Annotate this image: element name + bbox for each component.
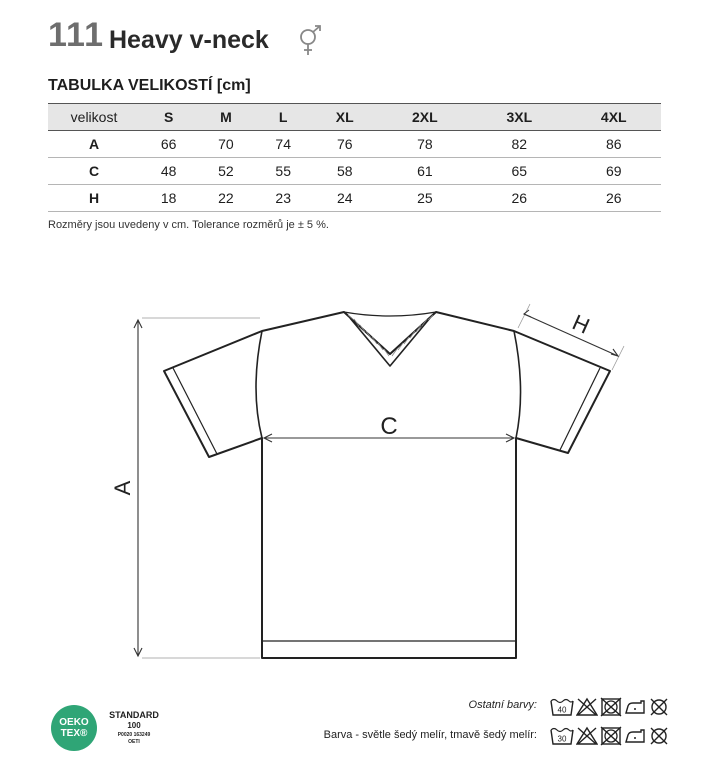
table-cell: 26: [605, 190, 622, 206]
table-cell: 58: [336, 163, 353, 179]
tshirt-diagram: [100, 290, 640, 670]
certificate-institute: OETI: [128, 739, 140, 745]
standard-label: STANDARD: [109, 710, 159, 720]
table-cell: 65: [511, 163, 528, 179]
column-header: S: [163, 109, 174, 125]
product-code: 111: [48, 16, 104, 54]
oeko-tex-standard: [104, 710, 164, 746]
no-bleach-icon: [576, 697, 598, 717]
wash-temperature: 30: [557, 734, 567, 744]
table-cell: 25: [417, 190, 433, 206]
wash-temperature: 40: [557, 705, 567, 715]
table-cell: 76: [336, 136, 353, 152]
label-c: C: [380, 413, 398, 440]
row-label: C: [88, 163, 100, 179]
table-cell: 23: [275, 190, 291, 206]
column-header: 2XL: [412, 109, 438, 125]
oeko-tex-logo-line2: TEX®: [60, 728, 88, 739]
table-cell: 18: [160, 190, 177, 206]
table-cell: 48: [160, 163, 177, 179]
column-header: 3XL: [506, 109, 533, 125]
h-dimension-line: [524, 314, 618, 356]
table-cell: 22: [218, 190, 234, 206]
table-cell: 61: [417, 163, 433, 179]
iron-icon: [624, 697, 646, 717]
certificate-code: P0020 163249: [117, 732, 151, 738]
oeko-tex-logo-line1: OEKO: [59, 717, 89, 728]
table-cell: 52: [218, 163, 234, 179]
care-icons-grey: [550, 726, 670, 746]
label-a: A: [110, 480, 135, 496]
wash-icon: [550, 697, 574, 717]
right-armhole-seam: [514, 331, 521, 438]
column-header: velikost: [70, 109, 118, 125]
table-cell: 26: [511, 190, 528, 206]
no-tumble-dry-icon: [600, 726, 622, 746]
table-cell: 55: [275, 163, 291, 179]
care-label-grey-melange: Barva - světle šedý melír, tmavě šedý melír:: [323, 729, 537, 741]
row-label: A: [88, 136, 100, 152]
unisex-symbol-icon: [296, 24, 326, 58]
table-row: [48, 185, 661, 212]
row-label: H: [88, 190, 100, 206]
tshirt-body-outline: [164, 312, 610, 658]
care-icons-other: [550, 697, 670, 717]
no-dry-clean-icon: [648, 726, 670, 746]
table-row: [48, 131, 661, 158]
table-cell: 24: [336, 190, 353, 206]
table-cell: 66: [160, 136, 177, 152]
table-row: [48, 158, 661, 185]
no-dry-clean-icon: [648, 697, 670, 717]
table-cell: 74: [275, 136, 291, 152]
neck-rib-front: [344, 312, 436, 316]
column-header: 4XL: [600, 109, 627, 125]
no-bleach-icon: [576, 726, 598, 746]
no-tumble-dry-icon: [600, 697, 622, 717]
column-header: XL: [335, 109, 354, 125]
table-cell: 70: [218, 136, 234, 152]
column-header: M: [220, 109, 232, 125]
size-table-title: TABULKA VELIKOSTÍ [cm]: [48, 77, 251, 94]
neck-rib-outer: [344, 312, 436, 354]
label-h: H: [568, 309, 594, 339]
column-header: L: [278, 109, 288, 125]
table-cell: 78: [417, 136, 433, 152]
tolerance-note: Rozměry jsou uvedeny v cm. Tolerance rozměrů je ± 5 %.: [48, 219, 329, 231]
oeko-tex-logo: [51, 705, 97, 751]
h-arrow-1: [524, 310, 531, 317]
table-cell: 82: [511, 136, 528, 152]
neck-rib-inner: [350, 318, 430, 366]
left-armhole-seam: [256, 331, 262, 438]
neck-rib-hatching: [348, 315, 433, 356]
standard-number: 100: [127, 721, 141, 730]
table-cell: 86: [605, 136, 622, 152]
left-sleeve-hem: [173, 368, 217, 454]
iron-icon: [624, 726, 646, 746]
size-table-header-row: [48, 104, 661, 131]
wash-icon: [550, 726, 574, 746]
h-arrow-2: [611, 349, 618, 356]
product-name: Heavy v-neck: [109, 26, 269, 54]
right-sleeve-hem: [560, 368, 600, 450]
size-table: [48, 103, 661, 212]
table-cell: 69: [605, 163, 622, 179]
care-label-other-colors: Ostatní barvy:: [468, 699, 537, 711]
